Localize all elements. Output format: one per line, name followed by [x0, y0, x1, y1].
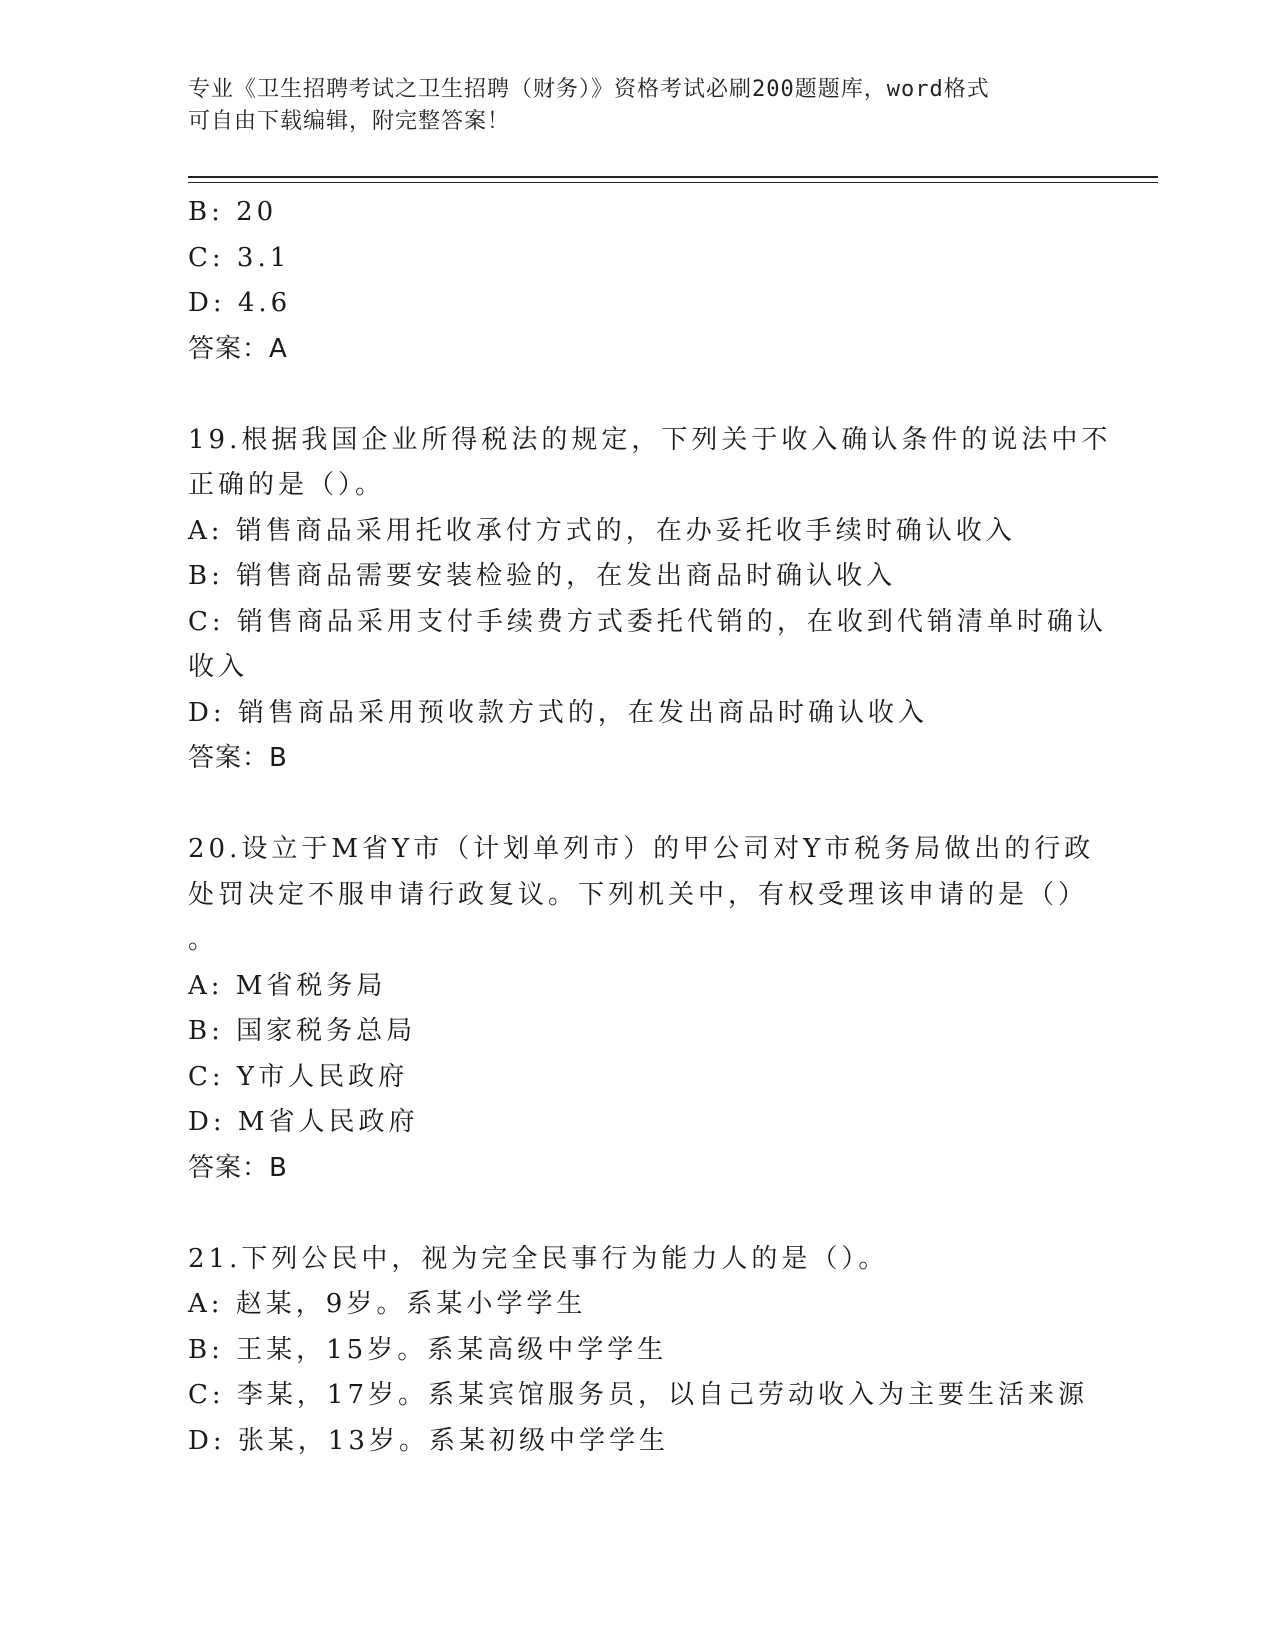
question-20: [188, 827, 1095, 1191]
option-c: C: 销售商品采用支付手续费方式委托代销的，在收到代销清单时确认: [188, 606, 1107, 637]
question-stem-line: 21.下列公民中，视为完全民事行为能力人的是（）。: [188, 1243, 889, 1274]
option-d: D: 4.6: [188, 288, 292, 318]
option-a: A: M省税务局: [188, 970, 387, 1001]
question-stem-line: 正确的是（）。: [188, 470, 386, 500]
option-b: B: 20: [188, 197, 278, 227]
option-a: A: 赵某，9岁。系某小学学生: [188, 1289, 587, 1319]
document-header: [188, 74, 1078, 138]
question-stem-line: 20.设立于M省Y市（计划单列市）的甲公司对Y市税务局做出的行政: [188, 834, 1095, 864]
option-a: A: 销售商品采用托收承付方式的，在办妥托收手续时确认收入: [188, 515, 1016, 546]
question-list: [188, 190, 1112, 1464]
question-18-continued: [188, 190, 1088, 372]
spacer: [188, 372, 1088, 418]
option-b: B: 王某，15岁。系某高级中学学生: [188, 1334, 668, 1365]
option-c: C: 李某，17岁。系某宾馆服务员，以自己劳动收入为主要生活来源: [188, 1380, 1089, 1410]
answer-label: 答案：B: [188, 1152, 288, 1183]
option-b: B: 国家税务总局: [188, 1016, 417, 1046]
answer-label: 答案：A: [188, 333, 288, 364]
spacer: [188, 782, 1088, 828]
option-c: C: Y市人民政府: [188, 1061, 409, 1092]
option-c: C: 3.1: [188, 242, 291, 273]
option-c-continued: 收入: [188, 652, 249, 682]
question-stem-line: 处罚决定不服申请行政复议。下列机关中，有权受理该申请的是（）: [188, 879, 1089, 910]
option-d: D: 销售商品采用预收款方式的，在发出商品时确认收入: [188, 697, 928, 728]
question-stem-line: 19.根据我国企业所得税法的规定，下列关于收入确认条件的说法中不: [188, 424, 1112, 455]
option-d: D: 张某，13岁。系某初级中学学生: [188, 1425, 669, 1456]
answer-label: 答案：B: [188, 743, 288, 773]
question-stem-line: 。: [188, 925, 219, 955]
header-title-line-2: 可自由下载编辑，附完整答案！: [188, 109, 511, 134]
header-divider-thin: [188, 182, 1158, 183]
question-19: [188, 418, 1112, 782]
option-d: D: M省人民政府: [188, 1107, 419, 1137]
question-21: [188, 1237, 1088, 1465]
header-title-line-1: 专业《卫生招聘考试之卫生招聘（财务）》资格考试必刷200题题库，word格式: [188, 77, 990, 102]
spacer: [188, 1191, 1088, 1237]
option-b: B: 销售商品需要安装检验的，在发出商品时确认收入: [188, 561, 897, 591]
header-divider-thick: [188, 176, 1158, 178]
